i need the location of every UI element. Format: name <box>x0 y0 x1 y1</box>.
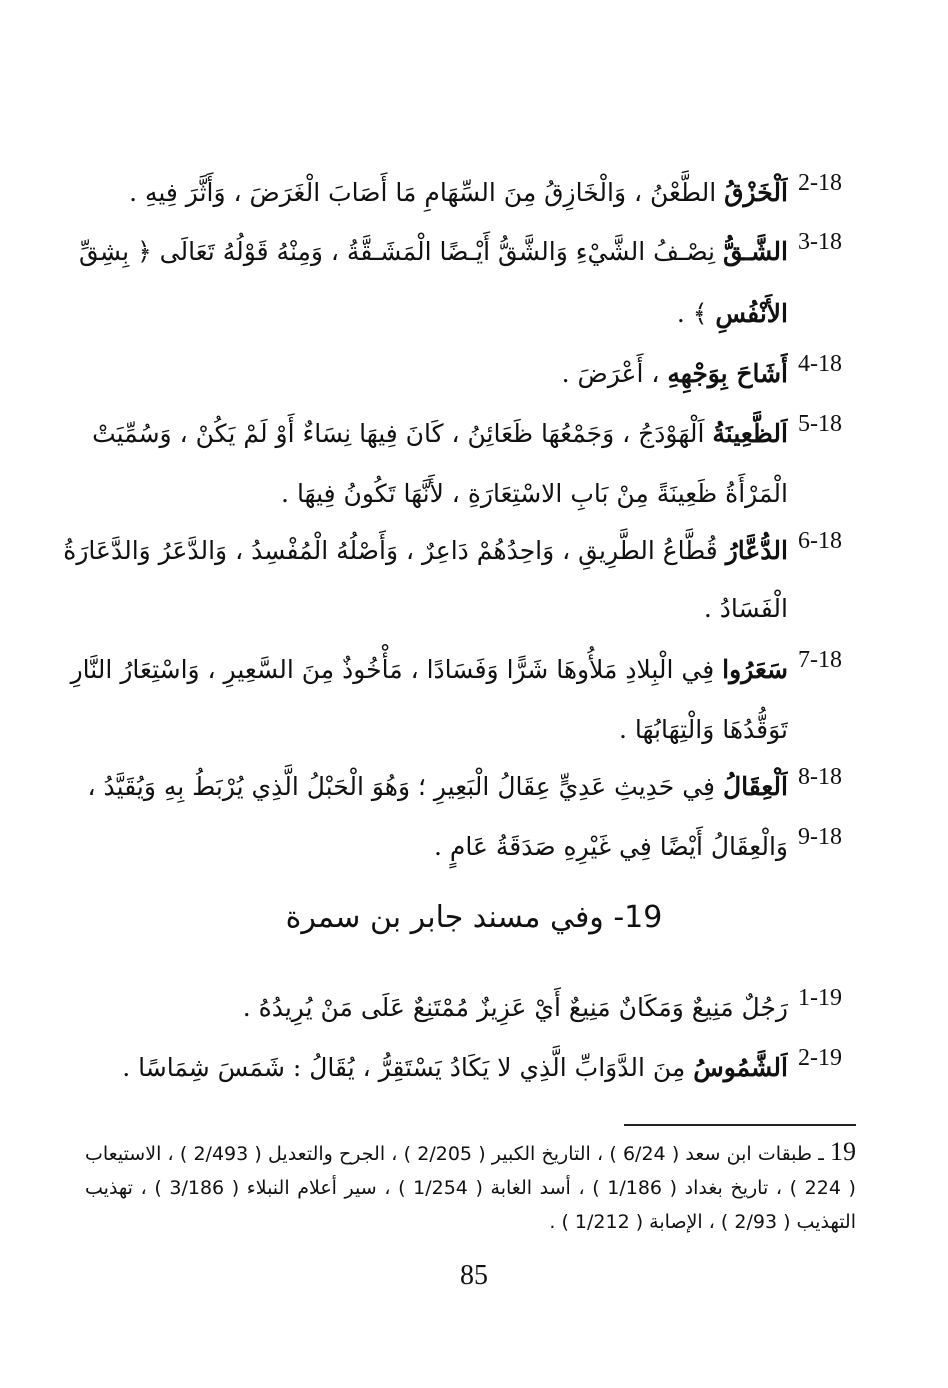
entry-number: 2-18 <box>798 170 842 196</box>
entry-text <box>60 163 788 223</box>
entry-number: 9-18 <box>798 824 842 850</box>
entry-definition: رَجُلٌ مَنِيعٌ وَمَكَانٌ مَنِيعٌ أَيْ عَزِيزٌ مُمْتَنِعٌ عَلَى مَنْ يُرِيدُهُ . <box>242 993 788 1022</box>
entry-number: 8-18 <box>798 764 842 790</box>
entry-number: 6-18 <box>798 528 842 554</box>
page-number: 85 <box>460 1260 488 1291</box>
entry-text <box>60 404 788 464</box>
entry-headword: اَلْعِقَالُ <box>722 772 788 801</box>
footnote-number: 19 <box>830 1137 856 1166</box>
entry-headword: اَلشَّمُوسُ <box>693 1053 788 1082</box>
entry-2-19 <box>60 1038 888 1102</box>
entry-continuation <box>60 284 788 344</box>
footnote-separator <box>624 1124 856 1126</box>
entry-3-18 <box>60 222 888 352</box>
entry-continuation-bold: الأَنْفُسِ <box>715 299 788 328</box>
entry-continuation: الْفَسَادُ . <box>703 594 788 623</box>
footnote-text: ـ طبقات ابن سعد ( 6/24 ) ، التاريخ الكبير ( 2/205 ) ، الجرح والتعديل ( 2/493 ) ، الاستيعاب ( 224 ) ، تاريخ بغداد ( 1/186 ) ، أسد الغابة ( 1/254 ) ، سير أعلام النبلاء ( 3/186 ) ، تهذيب التهذيب ( 2/93 ) ، الإصابة ( 1/212 ) . <box>85 1143 856 1233</box>
entry-continuation-text: ﴾ . <box>676 299 716 328</box>
entry-definition: نِصْـفُ الشَّيْءِ وَالشَّقُّ أَيْـضًا الْمَشَـقَّةُ ، وَمِنْهُ قَوْلُهُ تَعَالَى ﴿ بِشِقِّ <box>79 237 723 266</box>
entry-continuation: تَوَقُّدُهَا وَالْتِهَابُهَا . <box>618 715 788 744</box>
entry-headword: سَعَرُوا <box>722 655 788 684</box>
entry-number: 5-18 <box>798 411 842 437</box>
entry-9-18 <box>60 817 888 881</box>
entry-number: 4-18 <box>798 351 842 377</box>
entry-number: 1-19 <box>798 985 842 1011</box>
entry-definition: فِي حَدِيثِ عَدِيٍّ عِقَالُ الْبَعِيرِ ؛ وَهُوَ الْحَبْلُ الَّذِي يُرْبَطُ بِهِ وَيُقَيَّدُ ، <box>87 772 723 801</box>
entry-text <box>60 222 788 282</box>
entry-text <box>60 817 788 877</box>
entry-number: 3-18 <box>798 229 842 255</box>
entry-headword: أَشَاحَ بِوَجْهِهِ <box>667 359 788 388</box>
entry-8-18 <box>60 757 888 821</box>
entry-definition: اَلْهَوْدَجُ ، وَجَمْعُهَا ظَعَائِنُ ، كَانَ فِيهَا نِسَاءٌ أَوْ لَمْ يَكُنْ ، وَسُمِّيَتْ <box>92 419 713 448</box>
entry-headword: اَلْخَزْقُ <box>724 178 788 207</box>
entry-2-18 <box>60 163 888 227</box>
entry-continuation: الْمَرْأَةُ ظَعِينَةً مِنْ بَابِ الاسْتِعَارَةِ ، لأَنَّهَا تَكُونُ فِيهَا . <box>281 479 788 508</box>
entry-number: 7-18 <box>798 647 842 673</box>
entry-text <box>60 344 788 404</box>
entry-headword: اَلظَّعِينَةُ <box>712 419 788 448</box>
entry-definition: قُطَّاعُ الطَّرِيقِ ، وَاحِدُهُمْ دَاعِرٌ ، وَأَصْلُهُ الْمُفْسِدُ ، وَالدَّعَرُ وَالدَّعَارَةُ <box>63 536 726 565</box>
entry-text <box>60 521 788 581</box>
entry-headword: الدُّعَّارُ <box>725 536 788 565</box>
entry-6-18 <box>60 521 888 651</box>
entry-definition: الطَّعْنُ ، وَالْخَازِقُ مِنَ السِّهَامِ مَا أَصَابَ الْغَرَضَ ، وَأَثَّرَ فِيهِ . <box>129 178 725 207</box>
entry-1-19 <box>60 978 888 1042</box>
entry-text <box>60 640 788 700</box>
entry-text <box>60 1038 788 1098</box>
footnote <box>85 1135 856 1239</box>
entry-4-18 <box>60 344 888 408</box>
entry-5-18 <box>60 404 888 534</box>
entry-text <box>60 978 788 1038</box>
entry-number: 2-19 <box>798 1045 842 1071</box>
entry-definition: وَالْعِقَالُ أَيْضًا فِي غَيْرِهِ صَدَقَةُ عَامٍ . <box>434 832 788 861</box>
entry-definition: مِنَ الدَّوَابِّ الَّذِي لا يَكَادُ يَسْتَقِرُّ ، يُقَالُ : شَمَسَ شِمَاسًا . <box>122 1053 694 1082</box>
section-title: 19- وفي مسند جابر بن سمرة <box>285 900 663 935</box>
entry-definition: فِي الْبِلادِ مَلأُوهَا شَرًّا وَفَسَادًا ، مَأْخُوذٌ مِنَ السَّعِيرِ ، وَاسْتِعَارُ النَّارِ <box>70 655 723 684</box>
entry-7-18 <box>60 640 888 770</box>
entry-definition: ، أَعْرَضَ . <box>561 359 668 388</box>
entry-text <box>60 757 788 817</box>
entry-headword: الشَّـقُّ <box>722 237 788 266</box>
